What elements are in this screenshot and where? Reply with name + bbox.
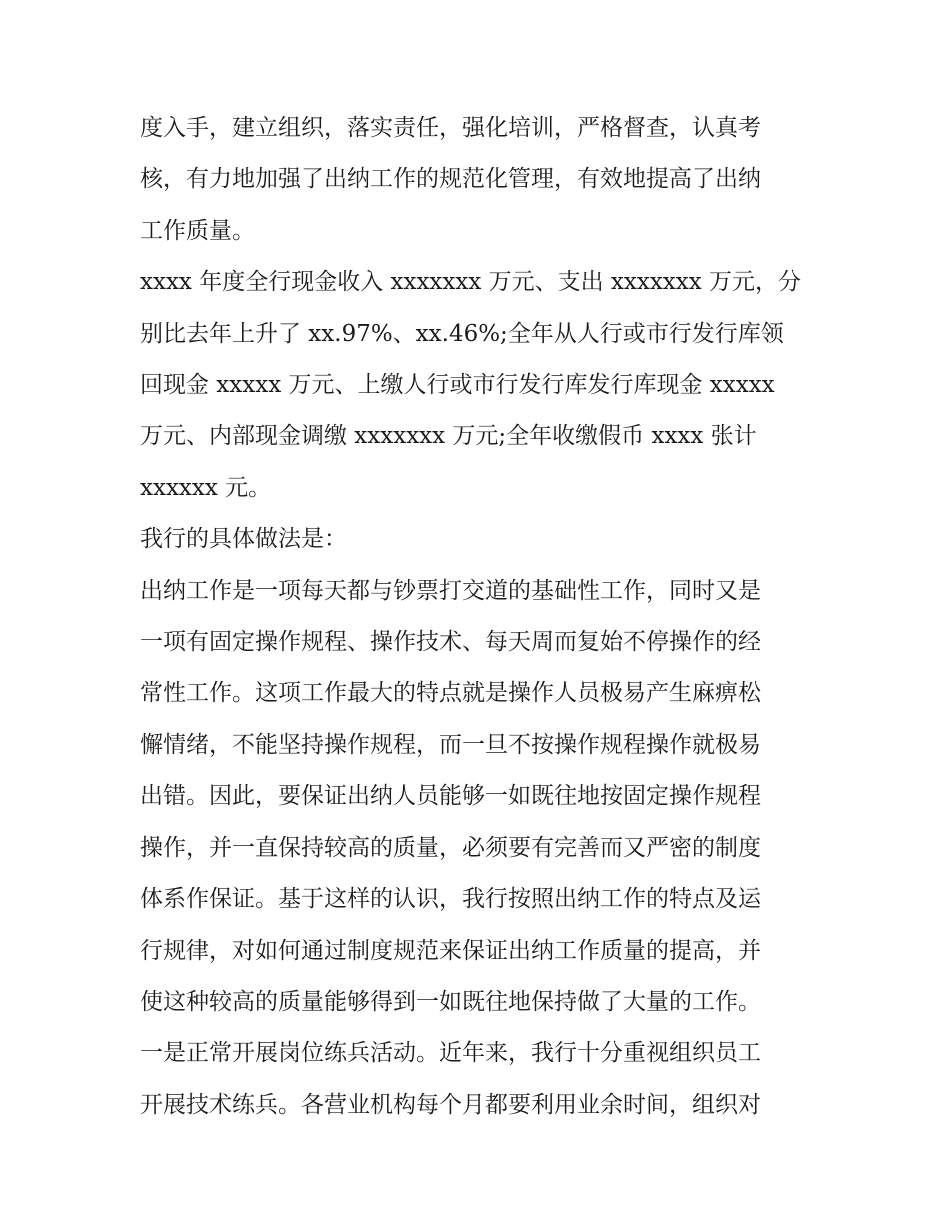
text-line: 回现金 xxxxx 万元、上缴人行或市行发行库发行库现金 xxxxx xyxy=(140,372,775,399)
text-line: xxxx 年度全行现金收入 xxxxxxx 万元、支出 xxxxxxx 万元，分 xyxy=(140,269,802,296)
text-line: 出纳工作是一项每天都与钞票打交道的基础性工作，同时又是 xyxy=(140,577,761,604)
paragraph-1 xyxy=(140,103,812,257)
text-line: 使这种较高的质量能够得到一如既往地保持做了大量的工作。 xyxy=(140,988,761,1015)
text-line: 体系作保证。基于这样的认识，我行按照出纳工作的特点及运 xyxy=(140,886,761,913)
paragraph-5 xyxy=(140,1028,812,1131)
text-line: 我行的具体做法是： xyxy=(140,526,347,553)
text-line: 常性工作。这项工作最大的特点就是操作人员极易产生麻痹松 xyxy=(140,680,761,707)
text-line: xxxxxx 元。 xyxy=(140,474,272,501)
text-line: 工作质量。 xyxy=(140,217,255,244)
text-line: 核，有力地加强了出纳工作的规范化管理，有效地提高了出纳 xyxy=(140,166,761,193)
document-body xyxy=(140,103,812,1131)
text-line: 度入手，建立组织，落实责任，强化培训，严格督查，认真考 xyxy=(140,115,761,141)
text-line: 万元、内部现金调缴 xxxxxxx 万元;全年收缴假币 xxxx 张计 xyxy=(140,423,757,450)
paragraph-2 xyxy=(140,257,812,514)
text-line: 行规律，对如何通过制度规范来保证出纳工作质量的提高，并 xyxy=(140,937,761,964)
text-line: 一项有固定操作规程、操作技术、每天周而复始不停操作的经 xyxy=(140,629,761,656)
text-line: 开展技术练兵。各营业机构每个月都要利用业余时间，组织对 xyxy=(140,1091,761,1118)
text-line: 别比去年上升了 xx.97%、xx.46%;全年从人行或市行发行库领 xyxy=(140,320,784,347)
text-line: 一是正常开展岗位练兵活动。近年来，我行十分重视组织员工 xyxy=(140,1040,761,1067)
paragraph-3 xyxy=(140,514,812,565)
paragraph-4 xyxy=(140,566,812,1029)
text-line: 出错。因此，要保证出纳人员能够一如既往地按固定操作规程 xyxy=(140,783,761,810)
text-line: 懈情绪，不能坚持操作规程，而一旦不按操作规程操作就极易 xyxy=(140,731,761,758)
text-line: 操作，并一直保持较高的质量，必须要有完善而又严密的制度 xyxy=(140,834,761,861)
